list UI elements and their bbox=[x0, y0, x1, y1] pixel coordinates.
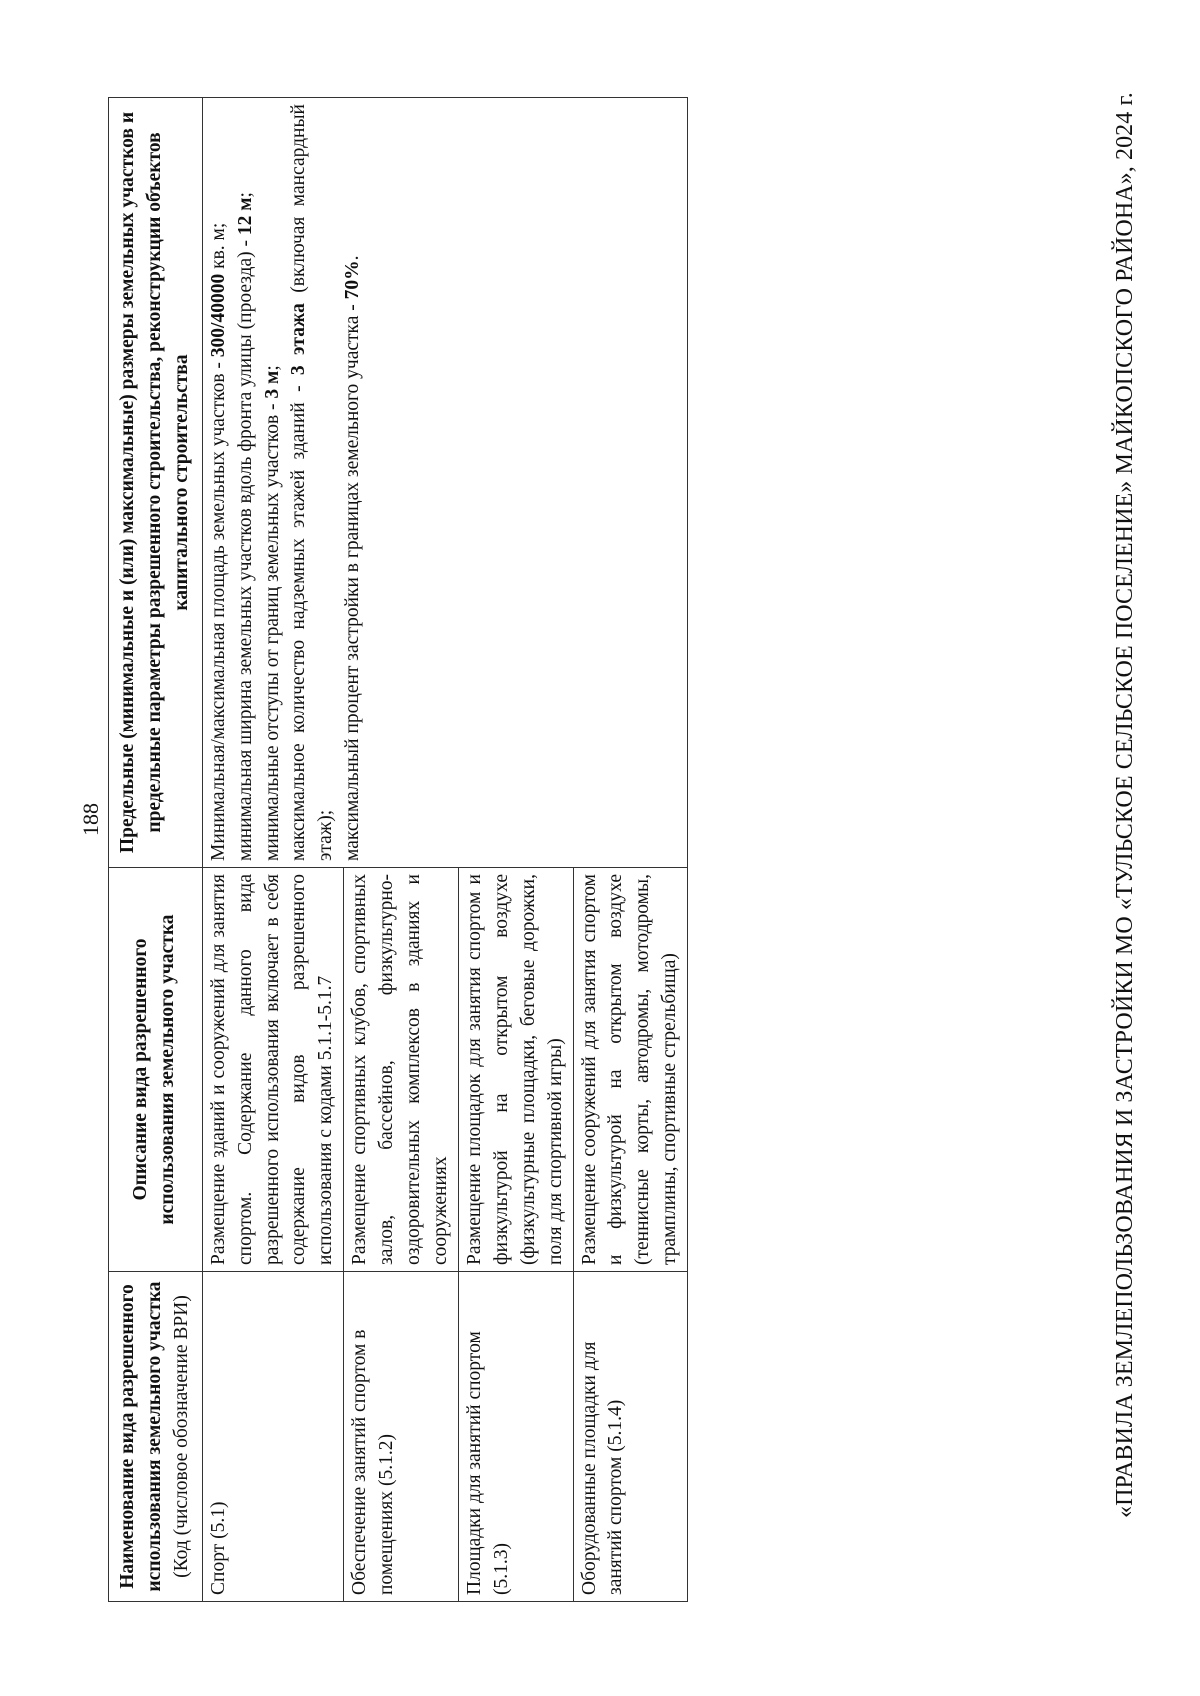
header-parameters: Предельные (минимальные и (или) максимальные) размеры земельных участков и предельные параметры разрешенного строительства, реконструкции объектов капитального строительства bbox=[109, 98, 203, 868]
row-description: Размещение спортивных клубов, спортивных залов, бассейнов, физкультурно-оздоровительных комплексов в зданиях и сооружениях bbox=[344, 868, 459, 1272]
param-floors: максимальное количество надземных этажей зданий - 3 этажа (включая мансардный этаж); bbox=[288, 104, 337, 861]
row-name: Оборудованные площадки для занятий спортом (5.1.4) bbox=[573, 1272, 688, 1602]
row-name: Площадки для занятий спортом (5.1.3) bbox=[458, 1272, 573, 1602]
header-land-use-description: Описание вида разрешенного использования земельного участка bbox=[109, 868, 203, 1272]
header-col1-sub: (Код (числовое обозначение ВРИ) bbox=[170, 1295, 192, 1578]
param-setbacks: минимальные отступы от границ земельных участков - 3 м; bbox=[261, 365, 283, 861]
row-description: Размещение площадок для занятия спортом и физкультурой на открытом воздухе (физкультурные площадки, беговые дорожки, поля для спортивной игры) bbox=[458, 868, 573, 1272]
document-footer: «ПРАВИЛА ЗЕМЛЕПОЛЬЗОВАНИЯ И ЗАСТРОЙКИ МО «ТУЛЬСКОЕ СЕЛЬСКОЕ ПОСЕЛЕНИЕ» МАЙКОПСКОГО РАЙОНА», 2024 г. bbox=[1112, 92, 1138, 1518]
header-col1-main: Наименование вида разрешенного использования земельного участка bbox=[117, 1281, 165, 1592]
row-name: Спорт (5.1) bbox=[202, 1272, 344, 1602]
header-land-use-name bbox=[109, 1272, 203, 1602]
parameters-cell bbox=[202, 98, 687, 868]
land-use-table bbox=[108, 97, 688, 1602]
row-name: Обеспечение занятий спортом в помещениях (5.1.2) bbox=[344, 1272, 459, 1602]
row-description: Размещение зданий и сооружений для занятия спортом. Содержание данного вида разрешенного использования включает в себя содержание видов разрешенного использования с кодами 5.1.1-5.1.7 bbox=[202, 868, 344, 1272]
table-header-row bbox=[109, 98, 203, 1602]
row-description: Размещение сооружений для занятия спортом и физкультурой на открытом воздухе (теннисные корты, автодромы, мотодромы, трамплины, спортивные стрельбища) bbox=[573, 868, 688, 1272]
param-width: минимальная ширина земельных участков вдоль фронта улицы (проезда) - 12 м; bbox=[234, 192, 256, 861]
param-coverage: максимальный процент застройки в границах земельного участка - 70%. bbox=[342, 255, 364, 861]
page-number: 188 bbox=[78, 803, 103, 836]
param-area: Минимальная/максимальная площадь земельных участков - 300/40000 кв. м; bbox=[207, 222, 229, 861]
table-row bbox=[202, 98, 344, 1602]
